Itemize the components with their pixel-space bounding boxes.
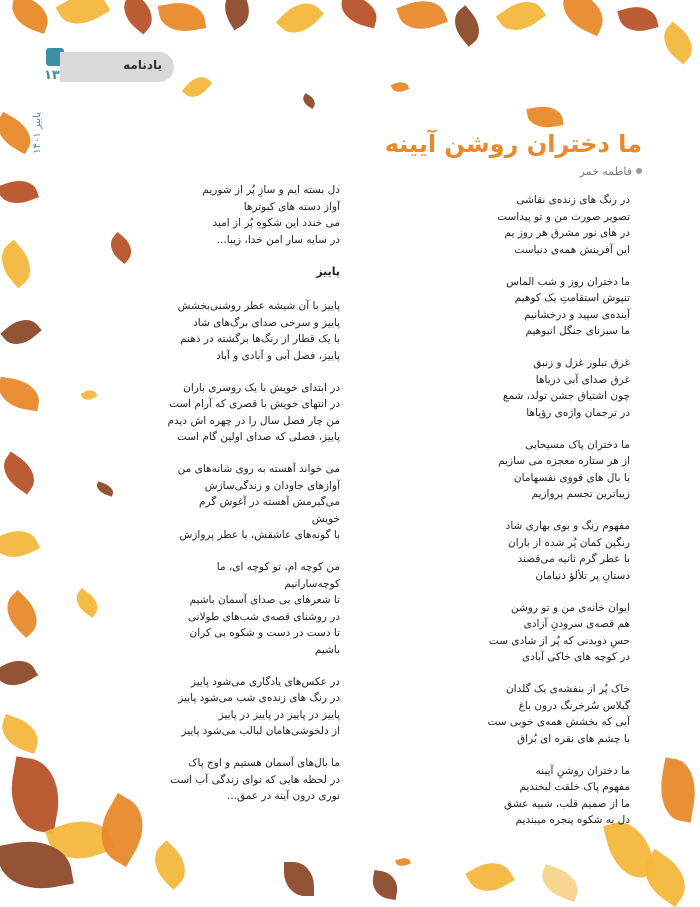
poem-line: آوازهای جاودان و زندگی‌سازش [204, 479, 340, 492]
poem-line: در ترجمان واژه‌ی رؤیاها [526, 406, 630, 419]
poem-line: ما دختران روز و شب الماس [506, 275, 630, 288]
poem-stanza [460, 518, 630, 584]
poem-line: ما دختران پاک مسیحایی [525, 438, 630, 451]
poem-line: با یک قطار از رنگ‌ها برگشته در ذهنم [180, 333, 340, 345]
poem-title: ما دختران روشن آیینه [384, 130, 642, 158]
poem-line: من چار فصل سال را در چهره اش دیدم [167, 414, 340, 427]
poem-stanza [460, 600, 630, 666]
poem-line: غرق تبلور غزل و زنبق [533, 357, 630, 369]
poem-line: در ابتدای خویش با یک روسری باران [183, 381, 340, 394]
poem-line: دل بسته ایم و سازِ پُر از شوریم [202, 184, 340, 196]
author-bullet-icon [636, 168, 642, 174]
poem-line: پاییز، فصل آبی و آبادی و آباد [216, 349, 340, 362]
poem-line: می خندد این شکوهِ پُر از امید [212, 217, 340, 229]
poem-line: ما دختران روشنِ آیینه [535, 764, 630, 777]
poem-stanza [130, 755, 340, 805]
poem-line: نوری درون آینه در عمق... [226, 790, 340, 802]
second-poem-title: پاییز [316, 264, 340, 278]
poem-line: تنپوش استقامتِ یک کوهیم [514, 292, 630, 304]
poem-right-column [460, 192, 630, 844]
poem-line: در سایه سار امن خدا، زیبا... [216, 233, 340, 246]
poem-line: پاییز با آن شیشه عطر روشنی‌بخشش [177, 300, 340, 312]
poem-line: آواز دسته های کبوترها [243, 200, 340, 213]
poem-stanza [460, 274, 630, 340]
poem-line: مفهوم پاک خلقت لبخندیم [519, 781, 630, 793]
poem-line: زیباترین تجسم پروازیم [531, 488, 630, 500]
poem-line: پاییز و سرخی صدای برگ‌های شاد [193, 316, 340, 329]
poem-line: چون اشتیاق جشن تولد، شمع [502, 390, 630, 402]
poem-line: این آفرینش همه‌ی دنیاست [514, 243, 630, 256]
poem-line: می‌گیرمش آهسته در آغوش گرم [198, 496, 340, 508]
poem-line: آینده‌ی سپید و درخشانیم [524, 308, 630, 321]
poem-line: ما از صمیم قلب، شبیه عشق [504, 797, 630, 810]
poem-stanza [460, 192, 630, 258]
poem-line: ما سبزنای جنگل انبوهیم [525, 325, 630, 337]
poem-stanza [130, 559, 340, 658]
poem-line: باشیم [314, 643, 340, 656]
poem-stanza [130, 674, 340, 740]
poem-line: ما بال‌های آسمان هستیم و اوج پاک [188, 757, 340, 769]
poem-line: تا دست در دست و شکوه بی کران [189, 627, 340, 639]
poem-line: در های نور مشرق هر روز یم [504, 227, 630, 239]
poem-line: پاییز، فصلی که صدای اولین گام است [176, 431, 340, 443]
poem-line: در رنگ های زنده‌ی شب می‌شود پاییز [178, 692, 340, 704]
poem-line: دستانِ پر تلألؤ دنیامان [535, 569, 630, 582]
poem-line: پاییز در پاییز در پاییز در پاییز [218, 708, 340, 721]
poem-line: حسِ دویدنی که پُر از شادی ست [488, 634, 630, 647]
poem-line: گیلاس سُرخرنگ درون باغ [518, 699, 630, 712]
poem-stanza [460, 437, 630, 503]
poem-line: می خواند آهسته به روی شانه‌های من [177, 463, 340, 475]
poem-line: مفهوم رنگ و بوی بهاری شاد [505, 520, 630, 532]
poem-line: در لحظه هایی که نوای زندگی آب است [170, 773, 340, 786]
poem-line: دل به شکوه پنجره میبندیم [515, 814, 630, 826]
poem-left-column [130, 182, 340, 820]
poem-stanza [130, 298, 340, 364]
poem-line: در روشنای قصه‌ی شب‌های طولانی [187, 610, 340, 623]
poem-line: از دلخوشی‌هامان لبالب می‌شود پاییز [181, 725, 340, 737]
poem-line: تا شعرهای بی صدای آسمان باشیم [189, 594, 340, 606]
poem-line: خاک پُر از بنفشه‌ی یک گلدان [505, 683, 630, 695]
poem-stanza [130, 182, 340, 248]
poem-line: با چشم های نقره ای بُراق [516, 732, 630, 745]
poem-line: با عطر گرم ثانیه می‌قصند [517, 553, 630, 565]
poem-line: در انتهای خویش با قصری که آرام است [169, 398, 340, 410]
poem-stanza [130, 380, 340, 446]
poem-line: ایوان خانه‌ی من و تو روشن [510, 601, 630, 614]
poem-line: من کوچه ام، تو کوچه ای، ما [216, 561, 340, 573]
section-label: یادنامه [123, 58, 162, 72]
page-number: ۱۳ [44, 68, 60, 83]
poem-line: در کوچه های خاکی آبادی [522, 651, 630, 663]
poem-line: در عکس‌های یادگاری می‌شود پاییز [190, 675, 340, 688]
poem-line: غرق صدای آبی دریاها [535, 373, 630, 386]
poem-author: فاطمه خمر [579, 165, 632, 178]
section-tab [60, 52, 174, 82]
poem-line: در رنگ های زنده‌ی نقاشی [516, 194, 630, 206]
poem-stanza [460, 681, 630, 747]
poem-line: با گونه‌های عاشقش، با عطر پروازش [179, 529, 340, 541]
poem-line: رنگین کمان پُر شده از باران [508, 536, 630, 549]
poem-line: تصویر صورت من و تو پیداست [497, 210, 630, 223]
poem-line: خویش [311, 512, 340, 525]
poem-line: آبی که بخشش همه‌ی خوبی ست [487, 716, 630, 728]
poem-stanza [460, 763, 630, 829]
poem-line: از هر ستاره معجزه می سازیم [498, 455, 630, 467]
poem-line: هم قصه‌ی سرودنِ آزادی [523, 618, 630, 630]
poem-line: کوچه‌سارانیم [284, 577, 340, 590]
poem-stanza [460, 355, 630, 421]
issue-label: پاییز ۱۴۰۱ [32, 112, 43, 154]
poem-stanza [130, 461, 340, 544]
poem-line: با بال های قووی نفسهامان [513, 471, 630, 484]
